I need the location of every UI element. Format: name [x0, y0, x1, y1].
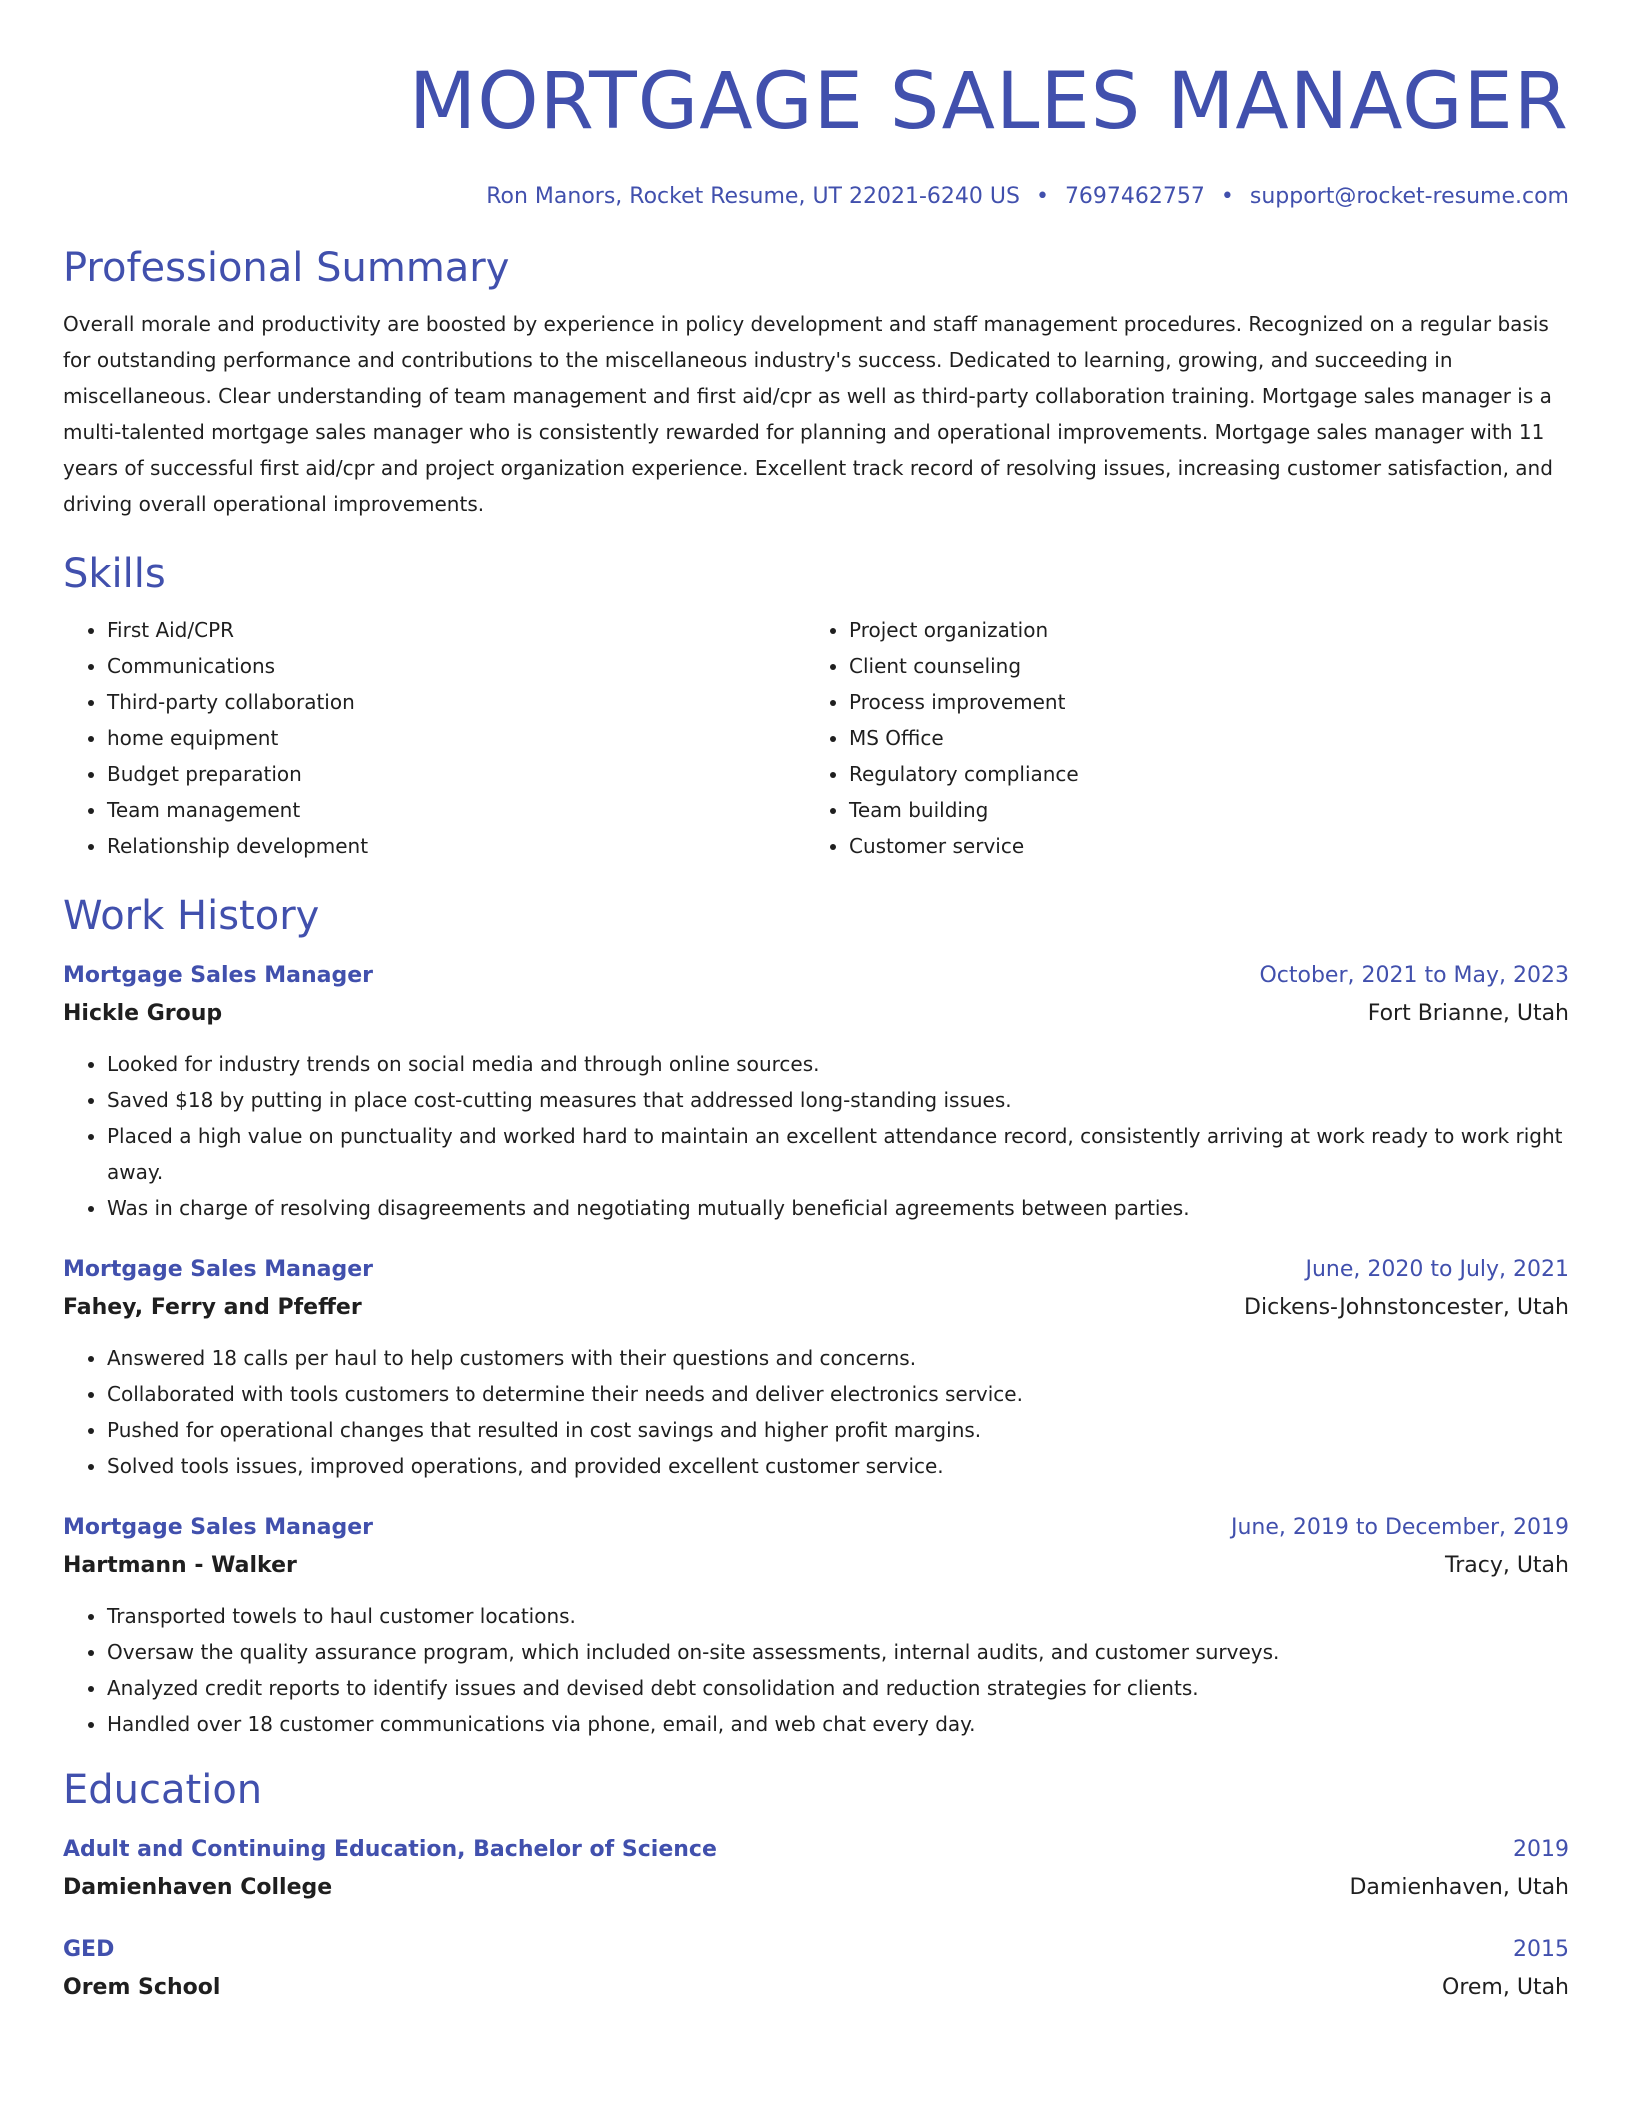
resume-header — [63, 54, 1569, 212]
education-degree: Adult and Continuing Education, Bachelor of Science — [63, 1837, 717, 1862]
job-company-row — [63, 994, 1569, 1034]
job-entry — [63, 958, 1569, 1226]
skill-item: • home equipment — [107, 720, 805, 756]
job-header-row — [63, 1510, 1569, 1546]
job-bullet: • Answered 18 calls per haul to help customers with their questions and concerns. — [107, 1340, 1569, 1376]
job-bullets — [63, 1046, 1569, 1226]
education-header-row — [63, 1932, 1569, 1968]
education-school: Orem School — [63, 1975, 221, 2000]
job-bullet: • Collaborated with tools customers to determine their needs and deliver electronics service. — [107, 1376, 1569, 1412]
education-location: Orem, Utah — [1442, 1975, 1569, 2000]
job-company: Hickle Group — [63, 1001, 223, 1026]
skill-item: • Client counseling — [849, 648, 1547, 684]
education-degree: GED — [63, 1937, 115, 1962]
job-bullet: • Oversaw the quality assurance program, which included on-site assessments, internal audits, and customer surveys. — [107, 1634, 1569, 1670]
job-entry — [63, 1510, 1569, 1742]
job-header-row — [63, 1252, 1569, 1288]
job-bullets — [63, 1340, 1569, 1484]
education-school-row — [63, 1968, 1569, 2008]
job-location: Dickens-Johnstoncester, Utah — [1244, 1295, 1569, 1320]
job-bullet: • Saved $18 by putting in place cost-cutting measures that addressed long-standing issues. — [107, 1082, 1569, 1118]
contact-separator: • — [1035, 184, 1049, 209]
education-year: 2019 — [1513, 1837, 1569, 1862]
job-company-row — [63, 1546, 1569, 1586]
skill-item: • Regulatory compliance — [849, 756, 1547, 792]
education-location: Damienhaven, Utah — [1349, 1875, 1569, 1900]
job-bullet: • Handled over 18 customer communications via phone, email, and web chat every day. — [107, 1706, 1569, 1742]
skills-heading: Skills — [63, 551, 166, 597]
contact-email: support@rocket-resume.com — [1249, 184, 1569, 209]
summary-text: Overall morale and productivity are boosted by experience in policy development and staff management procedures. Recognized on a regular basis for outstanding performance and contributions to the miscellaneous industry's success. Dedicated to learning, growing, and succeeding in miscellaneous. Clear understanding of team management and first aid/cpr as well as third-party collaboration training. Mortgage sales manager is a multi-talented mortgage sales manager who is consistently rewarded for planning and operational improvements. Mortgage sales manager with 11 years of successful first aid/cpr and project organization experience. Excellent track record of resolving issues, increasing customer satisfaction, and driving overall operational improvements. — [63, 312, 1553, 516]
job-bullets — [63, 1598, 1569, 1742]
job-entry — [63, 1252, 1569, 1484]
skills-grid — [63, 612, 1569, 864]
skill-item: • Team management — [107, 792, 805, 828]
skills-column-left — [63, 612, 805, 864]
skill-item: • First Aid/CPR — [107, 612, 805, 648]
job-dates: October, 2021 to May, 2023 — [1259, 963, 1569, 988]
skills-section — [63, 548, 1569, 864]
job-role: Mortgage Sales Manager — [63, 1257, 373, 1282]
job-dates: June, 2019 to December, 2019 — [1230, 1515, 1569, 1540]
job-bullet: • Solved tools issues, improved operations, and provided excellent customer service. — [107, 1448, 1569, 1484]
job-bullet: • Pushed for operational changes that resulted in cost savings and higher profit margins. — [107, 1412, 1569, 1448]
job-bullet: • Analyzed credit reports to identify issues and devised debt consolidation and reduction strategies for clients. — [107, 1670, 1569, 1706]
skill-item: • Process improvement — [849, 684, 1547, 720]
skill-item: • Communications — [107, 648, 805, 684]
contact-line — [63, 182, 1569, 212]
job-bullet: • Transported towels to haul customer locations. — [107, 1598, 1569, 1634]
skill-item: • Third-party collaboration — [107, 684, 805, 720]
job-bullet: • Placed a high value on punctuality and worked hard to maintain an excellent attendance record, consistently arriving at work ready to work right away. — [107, 1118, 1569, 1190]
skill-item: • Budget preparation — [107, 756, 805, 792]
contact-separator: • — [1220, 184, 1234, 209]
skill-item: • Team building — [849, 792, 1547, 828]
contact-address: Ron Manors, Rocket Resume, UT 22021-6240 US — [486, 184, 1020, 209]
job-role: Mortgage Sales Manager — [63, 963, 373, 988]
education-heading: Education — [63, 1767, 263, 1813]
job-role: Mortgage Sales Manager — [63, 1515, 373, 1540]
job-dates: June, 2020 to July, 2021 — [1305, 1257, 1569, 1282]
job-header-row — [63, 958, 1569, 994]
education-section — [63, 1764, 1569, 2008]
skill-item: • Project organization — [849, 612, 1547, 648]
job-company: Fahey, Ferry and Pfeffer — [63, 1295, 362, 1320]
summary-section — [63, 242, 1569, 522]
skill-item: • Relationship development — [107, 828, 805, 864]
education-year: 2015 — [1513, 1937, 1569, 1962]
education-school-row — [63, 1868, 1569, 1908]
job-location: Tracy, Utah — [1445, 1553, 1569, 1578]
job-bullet: • Was in charge of resolving disagreements and negotiating mutually beneficial agreements between parties. — [107, 1190, 1569, 1226]
education-header-row — [63, 1832, 1569, 1868]
education-entry — [63, 1932, 1569, 2008]
work-history-section — [63, 890, 1569, 1742]
job-company: Hartmann - Walker — [63, 1553, 297, 1578]
skills-column-right — [805, 612, 1547, 864]
job-location: Fort Brianne, Utah — [1367, 1001, 1569, 1026]
summary-heading: Professional Summary — [63, 245, 510, 291]
contact-phone: 7697462757 — [1064, 184, 1205, 209]
education-entry — [63, 1832, 1569, 1908]
job-bullet: • Looked for industry trends on social media and through online sources. — [107, 1046, 1569, 1082]
skill-item: • Customer service — [849, 828, 1547, 864]
job-title: MORTGAGE SALES MANAGER — [408, 57, 1569, 147]
education-school: Damienhaven College — [63, 1875, 333, 1900]
skill-item: • MS Office — [849, 720, 1547, 756]
job-company-row — [63, 1288, 1569, 1328]
work-history-heading: Work History — [63, 893, 320, 939]
